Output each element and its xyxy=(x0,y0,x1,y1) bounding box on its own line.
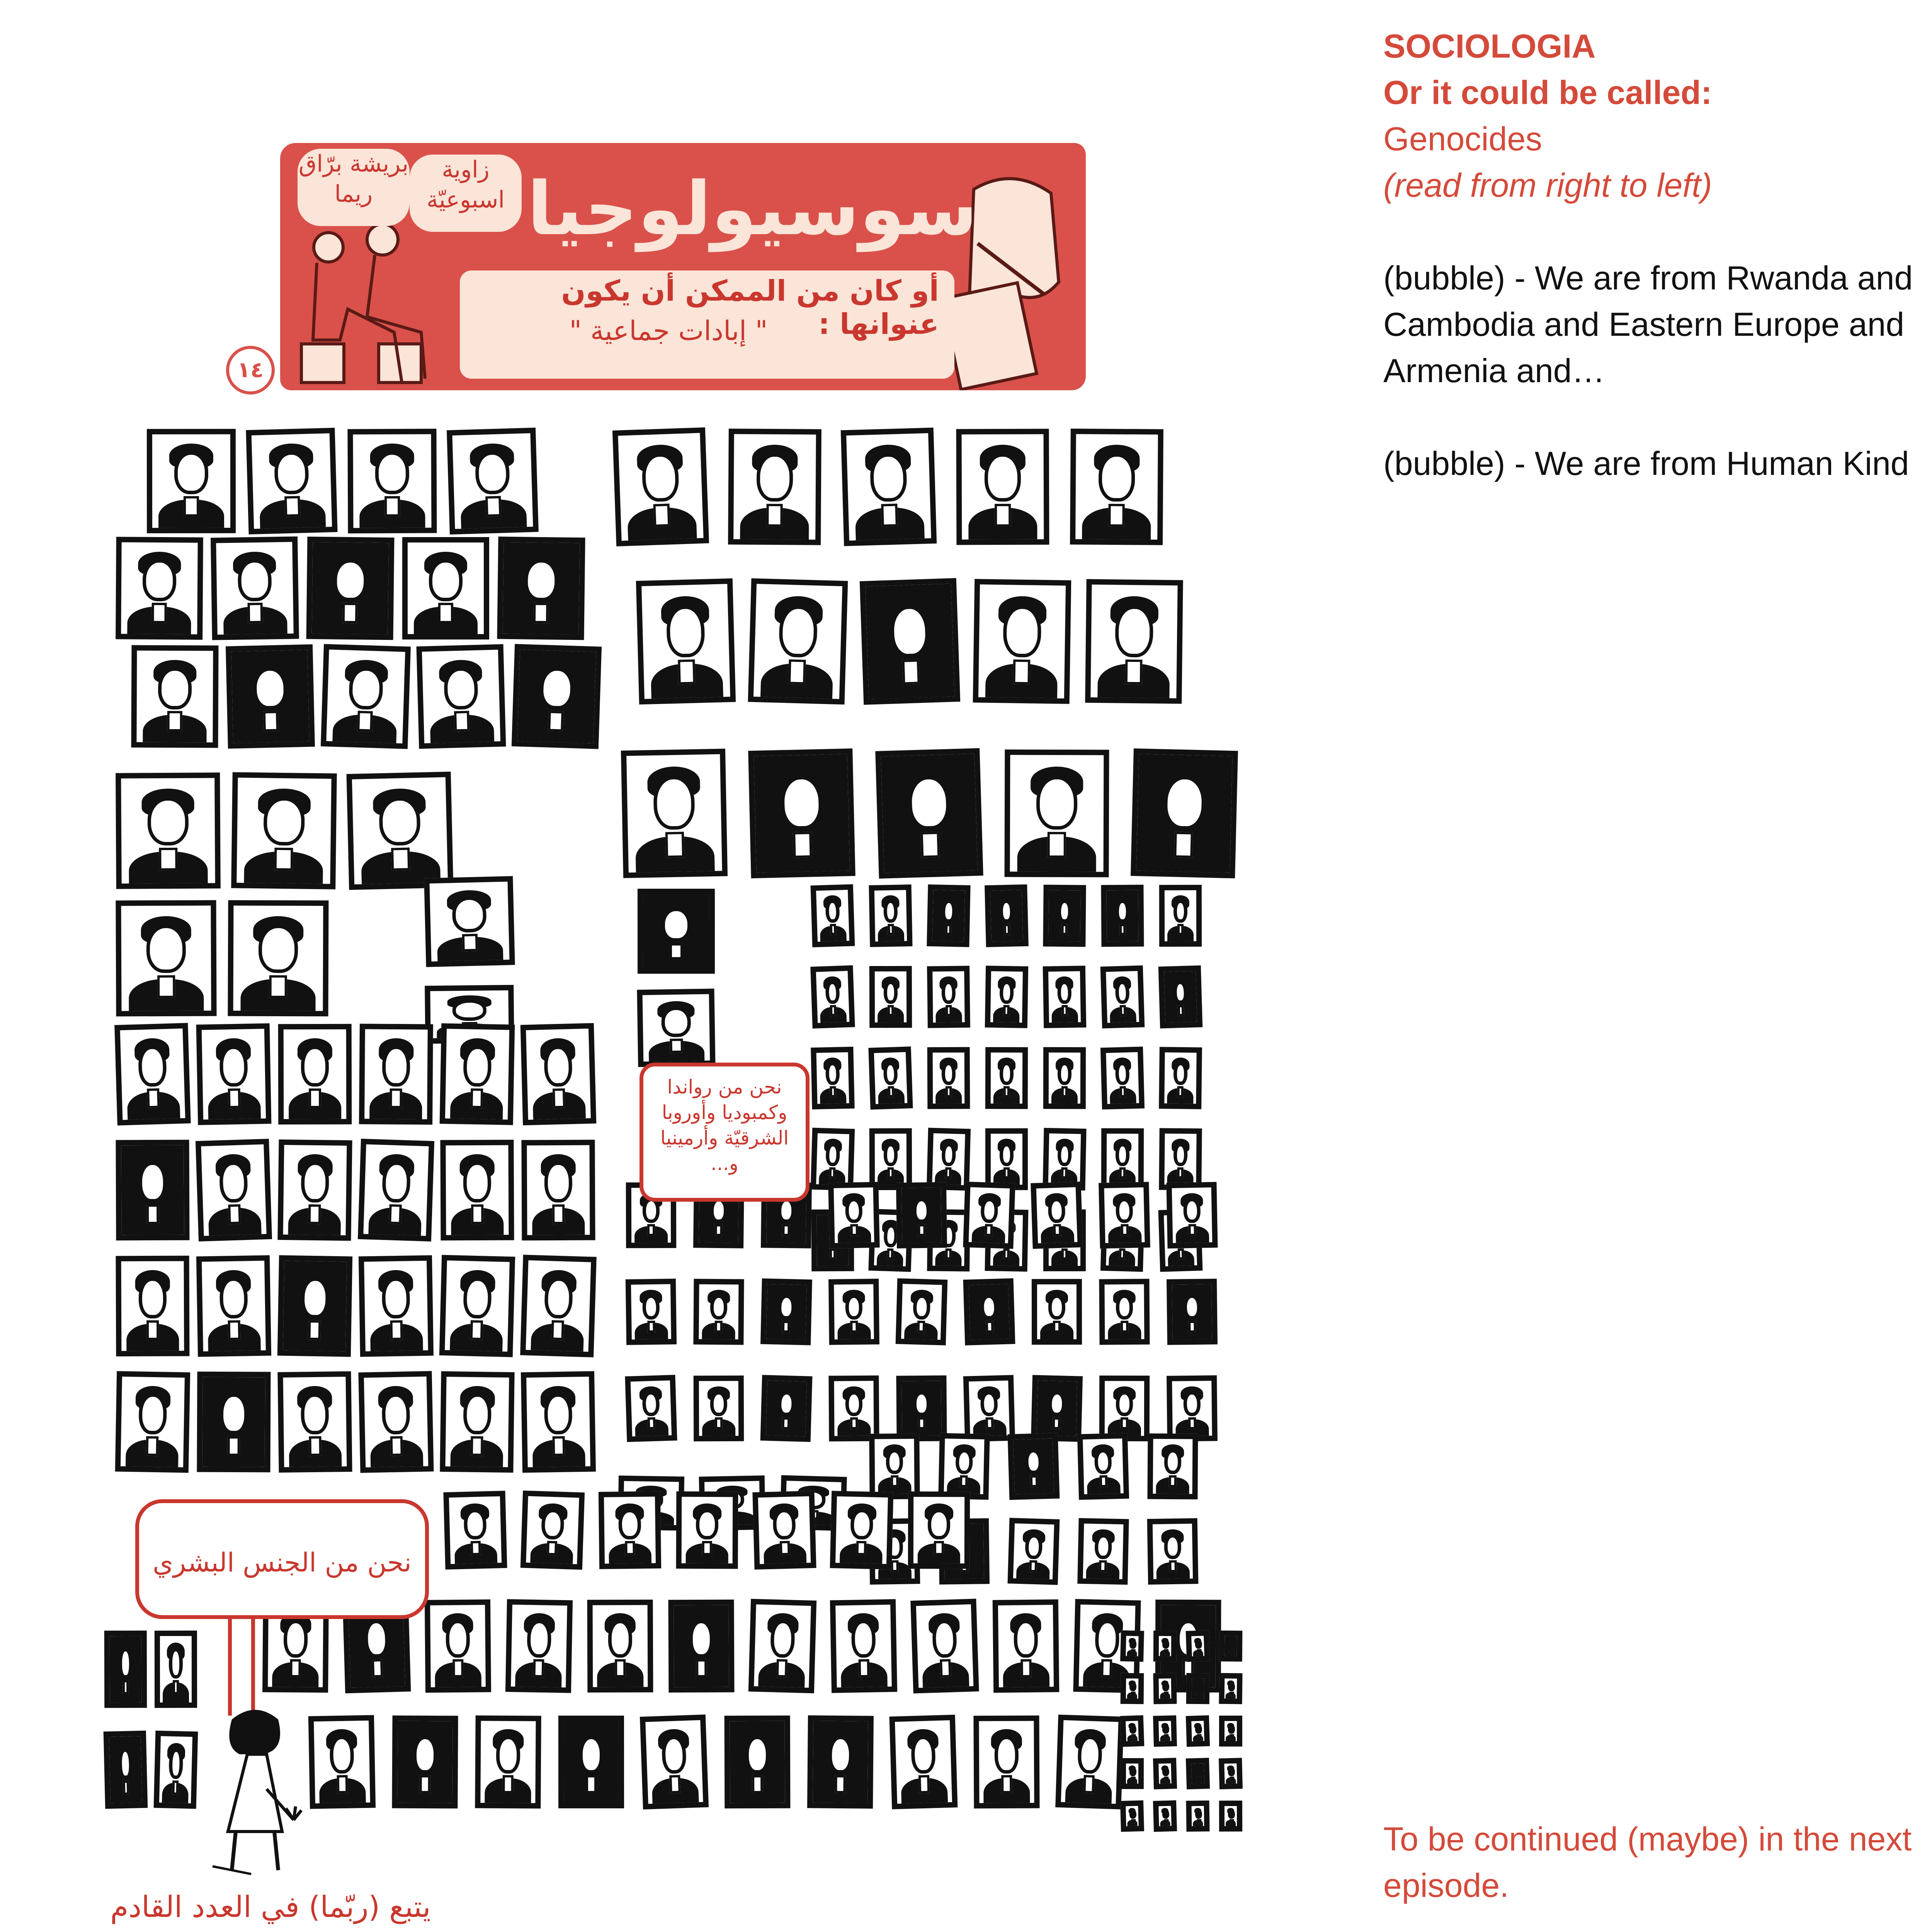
portrait-frame xyxy=(807,1715,874,1808)
banner-subtitle-quote: " إبادات جماعية " xyxy=(569,315,768,347)
portrait-frame xyxy=(1120,1715,1145,1747)
portrait-frame xyxy=(1055,1714,1124,1809)
portrait-frame xyxy=(1186,1673,1210,1704)
portrait-frame xyxy=(985,884,1029,947)
portrait-frame xyxy=(587,1600,653,1693)
portrait-frame xyxy=(693,1279,744,1345)
portrait-frame xyxy=(1147,1434,1198,1500)
portrait-frame xyxy=(104,1731,148,1809)
portrait-frame xyxy=(1077,1518,1129,1585)
portrait-frame xyxy=(104,1631,147,1708)
note-title: SOCIOLOGIA xyxy=(1383,28,1596,65)
banner-title: سوسيولوجيا xyxy=(527,166,978,252)
portrait-frame xyxy=(748,578,848,705)
portrait-frame xyxy=(896,1182,947,1248)
portrait-frame xyxy=(520,1255,597,1357)
portrait-frame xyxy=(896,1278,948,1345)
portrait-frame xyxy=(521,1371,596,1473)
portrait-frame xyxy=(636,578,736,704)
portrait-frame xyxy=(505,1599,573,1693)
portrait-frame xyxy=(927,1128,971,1191)
portrait-frame xyxy=(424,876,515,967)
translation-notes xyxy=(1383,23,1932,487)
portrait-frame xyxy=(626,1279,677,1345)
portrait-frame xyxy=(612,427,709,546)
portrait-frame xyxy=(1219,1716,1242,1747)
portrait-frame xyxy=(1131,748,1238,878)
portrait-frame xyxy=(938,1433,990,1500)
portrait-frame xyxy=(1153,1800,1177,1832)
portrait-frame xyxy=(811,1047,854,1109)
portrait-frame xyxy=(1101,885,1144,947)
portrait-frame xyxy=(520,1023,597,1126)
portrait-frame xyxy=(638,889,715,974)
portrait-frame xyxy=(358,1139,434,1242)
portrait-frame xyxy=(927,1047,970,1109)
note-alt-value: Genocides xyxy=(1383,121,1543,158)
portrait-frame xyxy=(1099,1182,1150,1249)
portrait-frame xyxy=(116,1256,190,1357)
portrait-frame xyxy=(896,1376,947,1442)
portrait-frame xyxy=(1077,1433,1129,1500)
portrait-frame xyxy=(752,1491,816,1570)
portrait-frame xyxy=(985,966,1028,1028)
portrait-frame xyxy=(147,429,236,533)
portrait-frame xyxy=(811,884,855,947)
portrait-frame xyxy=(347,429,437,534)
portrait-frame xyxy=(392,1716,458,1809)
portrait-frame xyxy=(197,1372,271,1473)
portrait-frame xyxy=(402,537,489,639)
portrait-frame xyxy=(724,1716,791,1809)
portrait-frame xyxy=(359,1255,434,1357)
episode-number-badge: ١٤ xyxy=(226,346,275,395)
portrait-frame xyxy=(1120,1630,1144,1662)
portrait-frame xyxy=(1043,1128,1086,1190)
portrait-frame xyxy=(475,1715,541,1808)
portrait-frame xyxy=(155,1631,197,1708)
portrait-frame xyxy=(1147,1518,1199,1585)
portrait-frame xyxy=(1219,1631,1243,1662)
portrait-frame xyxy=(908,1492,970,1569)
portrait-frame xyxy=(1043,966,1087,1028)
note-bubble-1: (bubble) - We are from Rwanda and Cambodia and Eastern Europe and Armenia and… xyxy=(1383,260,1913,389)
portrait-frame xyxy=(1159,885,1202,947)
portrait-frame xyxy=(447,428,539,535)
portrait-frame xyxy=(1153,1631,1177,1662)
portrait-frame xyxy=(1085,579,1183,704)
portrait-frame xyxy=(828,1376,879,1442)
banner-subtitle: أو كان من الممكن أن يكون عنوانها : xyxy=(561,274,939,341)
portrait-frame xyxy=(1186,1715,1210,1747)
portrait-frame xyxy=(1158,965,1203,1028)
portrait-frame xyxy=(694,1376,744,1441)
portrait-frame xyxy=(621,748,728,878)
portrait-frame xyxy=(231,772,337,889)
portrait-frame xyxy=(1008,1518,1060,1585)
portrait-frame xyxy=(1219,1758,1243,1789)
weekly-column-label: زاوية اسبوعيّة xyxy=(410,155,522,232)
portrait-frame xyxy=(728,429,821,545)
portrait-frame xyxy=(973,579,1071,704)
portrait-frame xyxy=(956,429,1049,545)
portrait-frame xyxy=(1008,1433,1060,1500)
portrait-frame xyxy=(828,1279,879,1345)
portrait-frame xyxy=(1219,1801,1242,1832)
portrait-frame xyxy=(868,1046,913,1110)
portrait-frame xyxy=(927,966,970,1028)
portrait-frame xyxy=(1070,429,1163,545)
portrait-frame xyxy=(963,1182,1015,1249)
portrait-frame xyxy=(1159,1128,1202,1190)
portrait-frame xyxy=(985,1128,1028,1190)
portrait-frame xyxy=(973,1716,1039,1809)
portrait-frame xyxy=(558,1716,624,1808)
portrait-frame xyxy=(308,1715,376,1809)
portrait-frame xyxy=(440,1371,514,1473)
portrait-frame xyxy=(889,1715,958,1810)
portrait-frame xyxy=(1219,1673,1242,1704)
portrait-frame xyxy=(116,1140,190,1241)
portrait-frame xyxy=(116,537,203,639)
speech-bubble-rwanda: نحن من رواندا وكمبوديا وأوروبا الشرقيّة وأرمينيا و... xyxy=(639,1063,810,1202)
portrait-frame xyxy=(116,900,216,1017)
portrait-frame xyxy=(1121,1758,1144,1789)
portrait-frame xyxy=(440,1023,515,1125)
portrait-frame xyxy=(830,1599,897,1693)
portrait-frame xyxy=(869,1433,920,1499)
portrait-frame xyxy=(910,1599,979,1693)
portrait-frame xyxy=(811,1128,855,1190)
portrait-frame xyxy=(196,1023,272,1125)
portrait-frame xyxy=(1100,1047,1145,1110)
portrait-frame xyxy=(277,1139,352,1241)
portrait-frame xyxy=(668,1600,734,1693)
portrait-frame xyxy=(154,1731,198,1809)
portrait-frame xyxy=(196,1255,271,1357)
portrait-frame xyxy=(246,428,337,534)
portrait-frame xyxy=(1153,1673,1177,1704)
portrait-frame xyxy=(443,1491,507,1570)
portrait-frame xyxy=(278,1024,352,1124)
portrait-frame xyxy=(1099,1279,1150,1345)
portrait-frame xyxy=(1153,1715,1177,1747)
note-bubble-2: (bubble) - We are from Human Kind xyxy=(1383,445,1909,482)
portrait-frame xyxy=(521,1140,595,1241)
speech-bubble-human-kind: نحن من الجنس البشري xyxy=(135,1499,429,1619)
portrait-frame xyxy=(828,1182,880,1249)
portrait-frame xyxy=(830,1491,893,1570)
portrait-frame xyxy=(1186,1630,1210,1662)
portrait-frame xyxy=(116,772,221,889)
portrait-frame xyxy=(497,537,585,640)
portrait-frame xyxy=(115,1371,190,1473)
portrait-frame xyxy=(869,884,913,947)
portrait-frame xyxy=(114,1023,191,1125)
portrait-frame xyxy=(760,1279,812,1345)
portrait-frame xyxy=(1043,1047,1086,1109)
portrait-frame xyxy=(1032,1279,1082,1345)
portrait-frame xyxy=(277,1255,352,1357)
portrait-frame xyxy=(748,748,855,878)
portrait-frame xyxy=(306,537,395,640)
portrait-frame xyxy=(1043,885,1086,947)
portrait-frame xyxy=(760,1375,813,1442)
portrait-frame xyxy=(1167,1375,1218,1441)
two-people-on-bench-illustration xyxy=(294,216,456,386)
portrait-frame xyxy=(810,965,855,1029)
portrait-frame xyxy=(211,536,299,640)
portrait-frame xyxy=(1120,1800,1144,1832)
portrait-frame xyxy=(1005,750,1109,878)
portrait-frame xyxy=(131,645,218,748)
portrait-frame xyxy=(1100,965,1145,1028)
portrait-frame xyxy=(841,428,937,546)
portrait-frame xyxy=(676,1492,738,1569)
portrait-frame xyxy=(1186,1801,1209,1832)
portrait-frame xyxy=(1153,1758,1177,1789)
portrait-frame xyxy=(196,1139,272,1242)
portrait-frame xyxy=(993,1599,1060,1693)
portrait-frame xyxy=(1101,1128,1144,1190)
portrait-frame xyxy=(637,988,715,1067)
note-to-be-continued: To be continued (maybe) in the next episode. xyxy=(1383,1821,1912,1904)
speech-bubble-tail xyxy=(228,1615,255,1716)
portrait-frame xyxy=(748,1599,816,1694)
portrait-frame xyxy=(520,1490,585,1570)
note-alt-title: Or it could be called: xyxy=(1383,74,1712,111)
artist-credit-label: بريشة برّاق ريما xyxy=(298,149,410,226)
portrait-frame xyxy=(417,644,506,749)
portrait-frame xyxy=(985,1047,1028,1109)
portrait-frame xyxy=(321,644,411,749)
portrait-frame xyxy=(425,1599,491,1692)
portrait-frame xyxy=(277,1371,352,1473)
portrait-frame xyxy=(347,772,454,890)
portrait-frame xyxy=(1099,1376,1150,1441)
portrait-frame xyxy=(1031,1375,1083,1442)
portrait-frame xyxy=(599,1491,661,1569)
portrait-frame xyxy=(963,1278,1015,1345)
portrait-frame xyxy=(1167,1279,1218,1345)
portrait-frame xyxy=(1159,1047,1202,1109)
portrait-frame xyxy=(359,1024,433,1124)
note-reading-hint: (read from right to left) xyxy=(1383,167,1712,204)
portrait-frame xyxy=(1186,1758,1210,1789)
portrait-frame xyxy=(860,578,960,705)
child-with-flowers-illustration xyxy=(205,1704,305,1882)
portrait-frame xyxy=(226,644,315,748)
portrait-frame xyxy=(439,1255,515,1357)
portrait-frame xyxy=(358,1371,434,1473)
portrait-frame xyxy=(869,1128,912,1190)
portrait-frame xyxy=(440,1140,514,1241)
portrait-frame xyxy=(869,966,912,1028)
portrait-frame xyxy=(640,1714,709,1810)
portrait-frame xyxy=(1031,1182,1083,1249)
portrait-frame xyxy=(963,1375,1015,1442)
portrait-frame xyxy=(625,1375,677,1442)
portrait-frame xyxy=(1166,1182,1218,1248)
portrait-frame xyxy=(512,644,602,749)
portrait-frame xyxy=(875,748,983,879)
portrait-frame xyxy=(1121,1673,1144,1704)
to-be-continued-arabic: يتبع (ربّما) في العدد القادم xyxy=(110,1889,431,1924)
portrait-frame xyxy=(927,884,970,947)
portrait-frame xyxy=(228,900,329,1017)
